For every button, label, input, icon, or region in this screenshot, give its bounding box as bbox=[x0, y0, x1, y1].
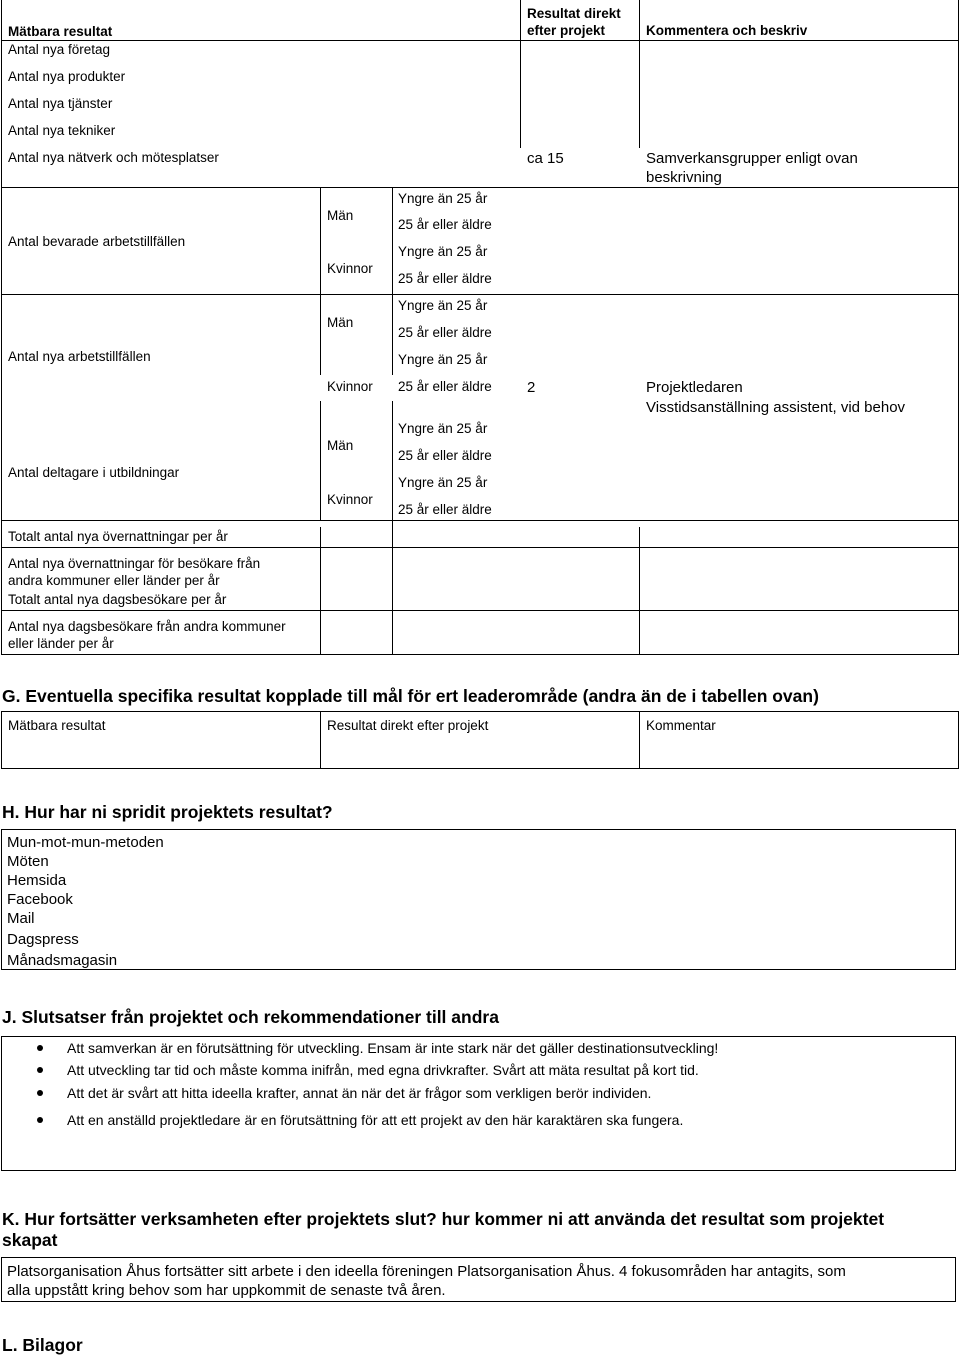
row-day-total: Totalt antal nya dagsbesökare per år bbox=[8, 592, 227, 607]
row-new-services: Antal nya tjänster bbox=[8, 96, 113, 111]
section-g-col-measurable: Mätbara resultat bbox=[8, 718, 106, 733]
header-result-after: efter projekt bbox=[527, 23, 606, 38]
age-young: Yngre än 25 år bbox=[398, 244, 488, 259]
age-old: 25 år eller äldre bbox=[398, 217, 492, 232]
networks-comment-line1: Samverkansgrupper enligt ovan bbox=[646, 150, 858, 167]
section-j-box bbox=[1, 1036, 956, 1171]
bullet-icon bbox=[37, 1067, 43, 1073]
header-comment: Kommentera och beskriv bbox=[646, 23, 808, 38]
row-new-techniques: Antal nya tekniker bbox=[8, 123, 116, 138]
spread-item: Mun-mot-mun-metoden bbox=[7, 834, 164, 851]
section-k-text-line1: Platsorganisation Åhus fortsätter sitt arbete i den ideella föreningen Platsorganisation Åhus. 4 fokusområden har antagits, som bbox=[7, 1263, 846, 1280]
age-young: Yngre än 25 år bbox=[398, 298, 488, 313]
conclusion-item: Att det är svårt att hitta ideella krafter, annat än när det är frågor som verkligen berör individen. bbox=[67, 1085, 652, 1101]
section-k-heading-line2: skapat bbox=[2, 1230, 58, 1250]
row-new-products: Antal nya produkter bbox=[8, 69, 126, 84]
spread-item: Hemsida bbox=[7, 872, 67, 889]
conclusion-item: Att en anställd projektledare är en förutsättning för att ett projekt av den här karaktären ska fungera. bbox=[67, 1112, 684, 1128]
row-preserved-jobs: Antal bevarade arbetstillfällen bbox=[8, 234, 186, 249]
new-jobs-comment-line2: Visstidsanställning assistent, vid behov bbox=[646, 399, 906, 416]
spread-item: Möten bbox=[7, 853, 49, 870]
age-young: Yngre än 25 år bbox=[398, 191, 488, 206]
new-jobs-comment-line1: Projektledaren bbox=[646, 379, 743, 396]
header-result-direct: Resultat direkt bbox=[527, 6, 621, 21]
age-old: 25 år eller äldre bbox=[398, 271, 492, 286]
spread-item: Dagspress bbox=[7, 931, 79, 948]
row-day-visitors-line1: Antal nya dagsbesökare från andra kommuner bbox=[8, 619, 286, 634]
gender-men: Män bbox=[327, 315, 354, 330]
section-h-heading: H. Hur har ni spridit projektets resultat? bbox=[2, 802, 333, 822]
conclusion-item: Att utveckling tar tid och måste komma inifrån, med egna drivkrafter. Svårt att mäta resultat på kort tid. bbox=[67, 1062, 699, 1078]
age-old: 25 år eller äldre bbox=[398, 502, 492, 517]
conclusion-item: Att samverkan är en förutsättning för utveckling. Ensam är inte stark när det gäller destinationsutveckling! bbox=[67, 1040, 719, 1056]
row-new-companies: Antal nya företag bbox=[8, 42, 111, 57]
row-overnight-visitors-line1: Antal nya övernattningar för besökare från bbox=[8, 556, 261, 571]
age-old: 25 år eller äldre bbox=[398, 448, 492, 463]
section-g-heading: G. Eventuella specifika resultat kopplade till mål för ert leaderområde (andra än de i tabellen ovan) bbox=[2, 686, 819, 706]
row-overnight-visitors-line2: andra kommuner eller länder per år bbox=[8, 573, 220, 588]
spread-item: Mail bbox=[7, 910, 35, 927]
age-young: Yngre än 25 år bbox=[398, 352, 488, 367]
section-k-text-line2: alla uppstått kring behov som har uppkommit de senaste två åren. bbox=[7, 1282, 446, 1299]
section-l-heading: L. Bilagor bbox=[2, 1335, 83, 1355]
bullet-icon bbox=[37, 1090, 43, 1096]
age-young: Yngre än 25 år bbox=[398, 421, 488, 436]
new-jobs-result: 2 bbox=[527, 379, 536, 396]
age-old: 25 år eller äldre bbox=[398, 379, 492, 394]
age-young: Yngre än 25 år bbox=[398, 475, 488, 490]
row-trainees: Antal deltagare i utbildningar bbox=[8, 465, 180, 480]
row-new-networks: Antal nya nätverk och mötesplatser bbox=[8, 150, 219, 165]
section-g-col-comment: Kommentar bbox=[646, 718, 716, 733]
spread-item: Facebook bbox=[7, 891, 73, 908]
bullet-icon bbox=[37, 1045, 43, 1051]
age-old: 25 år eller äldre bbox=[398, 325, 492, 340]
networks-result: ca 15 bbox=[527, 150, 564, 167]
section-g-col-result: Resultat direkt efter projekt bbox=[327, 718, 489, 733]
section-j-heading: J. Slutsatser från projektet och rekommendationer till andra bbox=[2, 1007, 499, 1027]
spread-item: Månadsmagasin bbox=[7, 952, 118, 969]
row-overnight-total: Totalt antal nya övernattningar per år bbox=[8, 529, 228, 544]
row-day-visitors-line2: eller länder per år bbox=[8, 636, 114, 651]
bullet-icon bbox=[37, 1117, 43, 1123]
gender-women: Kvinnor bbox=[327, 492, 373, 507]
gender-men: Män bbox=[327, 208, 354, 223]
gender-men: Män bbox=[327, 438, 354, 453]
gender-women: Kvinnor bbox=[327, 261, 373, 276]
gender-women: Kvinnor bbox=[327, 379, 373, 394]
row-new-jobs: Antal nya arbetstillfällen bbox=[8, 349, 151, 364]
header-measurable-results: Mätbara resultat bbox=[8, 24, 113, 39]
networks-comment-line2: beskrivning bbox=[646, 169, 722, 186]
section-k-heading-line1: K. Hur fortsätter verksamheten efter projektets slut? hur kommer ni att använda det resultat som projektet bbox=[2, 1209, 885, 1229]
